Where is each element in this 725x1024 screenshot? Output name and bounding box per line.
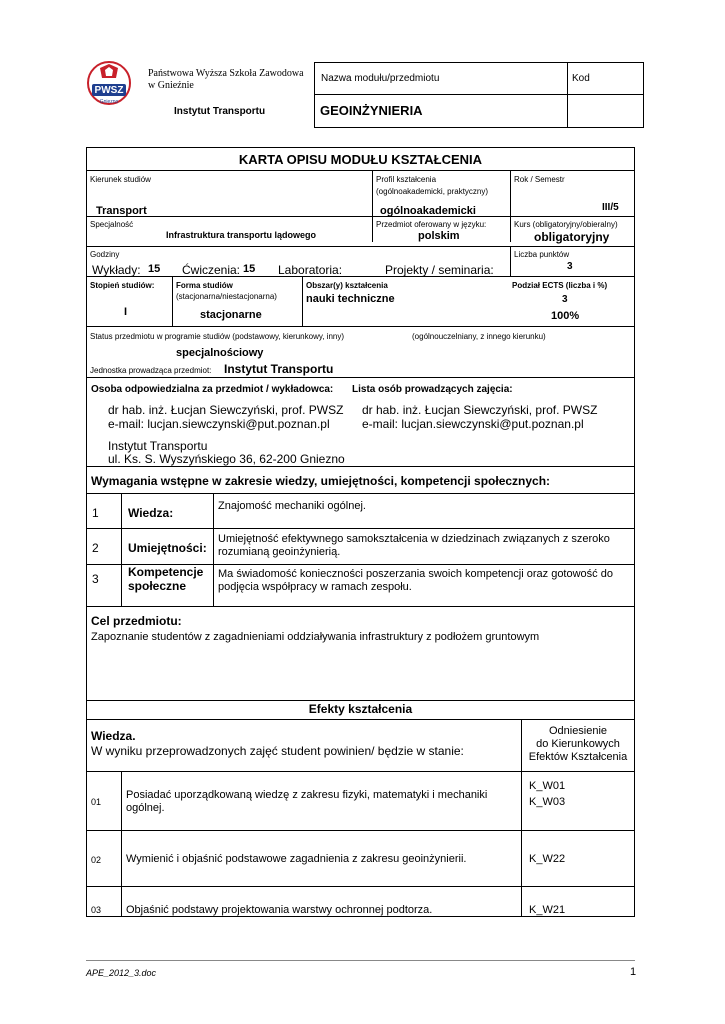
points-label: Liczba punktów — [514, 250, 570, 259]
profile-sub-label: (ogólnoakademicki, praktyczny) — [376, 187, 489, 196]
requirement-num: 3 — [92, 572, 99, 586]
field-of-study-label: Kierunek studiów — [90, 175, 151, 184]
requirements-title: Wymagania wstępne w zakresie wiedzy, umiejętności, kompetencji społecznych: — [91, 474, 551, 488]
degree-value: I — [124, 306, 128, 318]
effect-text: Posiadać uporządkowaną wiedzę z zakresu fizyki, matematyki i mechaniki ogólnej. — [126, 789, 488, 814]
effect-num: 03 — [91, 905, 102, 915]
requirement-name: Umiejętności: — [128, 541, 207, 555]
year-semester-label: Rok / Semestr — [514, 175, 565, 184]
exercises-value: 15 — [243, 263, 256, 275]
hours-label: Godziny — [90, 250, 120, 259]
points-value: 3 — [567, 261, 573, 272]
study-form-value: stacjonarne — [200, 309, 262, 321]
specialty-value: Infrastruktura transportu lądowego — [166, 230, 317, 240]
responsible-label: Osoba odpowiedzialna za przedmiot / wykładowca: — [91, 384, 334, 395]
effect-ref: K_W22 — [529, 853, 566, 865]
language-label: Przedmiot oferowany w języku: — [376, 220, 487, 229]
ects-count: 3 — [562, 294, 568, 305]
lectures-value: 15 — [148, 263, 161, 275]
effect-num: 01 — [91, 797, 102, 807]
logo-subtext: Gniezno — [99, 99, 119, 105]
teacher-email: e-mail: lucjan.siewczynski@put.poznan.pl — [362, 417, 584, 431]
requirement-num: 2 — [92, 541, 99, 555]
module-name: GEOINŻYNIERIA — [320, 103, 423, 118]
effect-ref: K_W21 — [529, 904, 566, 916]
requirement-name: Kompetencje społeczne — [128, 565, 204, 593]
study-form-label: Forma studiów — [176, 281, 233, 290]
labs-label: Laboratoria: — [278, 263, 343, 277]
effect-ref: K_W01 — [529, 780, 566, 792]
requirement-text: Znajomość mechaniki ogólnej. — [218, 500, 366, 512]
goal-text: Zapoznanie studentów z zagadnieniami oddziaływania infrastruktury z podłożem gruntowym — [91, 631, 540, 643]
reference-header-line3: Efektów Kształcenia — [528, 751, 628, 763]
study-form-sub-label: (stacjonarna/niestacjonarna) — [176, 292, 277, 301]
exercises-label: Ćwiczenia: — [182, 263, 241, 277]
effect-num: 02 — [91, 855, 102, 865]
reference-header-line2: do Kierunkowych — [536, 738, 620, 750]
requirement-num: 1 — [92, 506, 99, 520]
area-label: Obszar(y) kształcenia — [306, 281, 388, 290]
effect-text: Wymienić i objaśnić podstawowe zagadnienia z zakresu geoinżynierii. — [126, 853, 467, 865]
teachers-label: Lista osób prowadzących zajęcia: — [352, 384, 513, 395]
field-of-study-value: Transport — [96, 205, 147, 217]
knowledge-sub-text: W wyniku przeprowadzonych zajęć student powinien/ będzie w stanie: — [91, 744, 464, 758]
logo-text: PWSZ — [94, 85, 124, 96]
projects-label: Projekty / seminaria: — [385, 263, 494, 277]
effect-text: Objaśnić podstawy projektowania warstwy ochronnej podtorza. — [126, 904, 433, 916]
pwsz-logo — [86, 60, 132, 106]
responsible-name: dr hab. inż. Łucjan Siewczyński, prof. PWSZ — [108, 403, 344, 417]
year-semester-value: III/5 — [602, 202, 619, 213]
profile-value: ogólnoakademicki — [380, 205, 476, 217]
profile-label: Profil kształcenia — [376, 175, 437, 184]
institute-name: Instytut Transportu — [174, 106, 266, 117]
status-label: Status przedmiotu w programie studiów (podstawowy, kierunkowy, inny) — [90, 332, 345, 341]
course-type-label: Kurs (obligatoryjny/obieralny) — [514, 220, 618, 229]
requirement-text: Ma świadomość konieczności poszerzania swoich kompetencji oraz gotowość do podjęcia współpracy w ramach zespołu. — [218, 568, 613, 593]
effect-ref: K_W03 — [529, 796, 566, 808]
area-value: nauki techniczne — [306, 293, 395, 305]
module-name-box — [314, 62, 644, 128]
institution-name-line2: w Gnieźnie — [148, 80, 194, 91]
degree-label: Stopień studiów: — [90, 281, 155, 290]
reference-header-line1: Odniesienie — [548, 725, 608, 737]
responsible-email: e-mail: lucjan.siewczynski@put.poznan.pl — [108, 417, 330, 431]
status-sub-label: (ogólnouczelniany, z innego kierunku) — [412, 332, 546, 341]
unit-label: Jednostka prowadząca przedmiot: — [90, 366, 212, 375]
unit-value: Instytut Transportu — [224, 362, 334, 376]
page-number: 1 — [630, 966, 637, 978]
footer-filename: APE_2012_3.doc — [86, 968, 157, 978]
institution-name-line1: Państwowa Wyższa Szkoła Zawodowa — [148, 68, 304, 79]
goal-title: Cel przedmiotu: — [91, 614, 182, 628]
requirement-name: Wiedza: — [128, 506, 174, 520]
effects-title: Efekty kształcenia — [308, 702, 413, 716]
knowledge-sub — [91, 744, 464, 758]
module-name-label: Nazwa modułu/przedmiotu — [321, 73, 440, 84]
code-label: Kod — [572, 73, 590, 84]
specialty-label: Specjalność — [90, 220, 134, 229]
address-line2: ul. Ks. S. Wyszyńskiego 36, 62-200 Gniezno — [108, 452, 345, 466]
ects-percent: 100% — [551, 310, 580, 322]
requirement-text: Umiejętność efektywnego samokształcenia w dziedzinach związanych z szeroko rozumianą geoinżynierią. — [218, 533, 610, 558]
lectures-label: Wykłady: — [92, 263, 141, 277]
card-title: KARTA OPISU MODUŁU KSZTAŁCENIA — [238, 152, 483, 167]
status-value: specjalnościowy — [176, 347, 264, 359]
address-line1: Instytut Transportu — [108, 439, 208, 453]
ects-label: Podział ECTS (liczba i %) — [512, 281, 608, 290]
teacher-name: dr hab. inż. Łucjan Siewczyński, prof. PWSZ — [362, 403, 598, 417]
knowledge-title: Wiedza. — [91, 729, 136, 743]
course-type-value: obligatoryjny — [534, 230, 610, 244]
language-value: polskim — [418, 230, 460, 242]
